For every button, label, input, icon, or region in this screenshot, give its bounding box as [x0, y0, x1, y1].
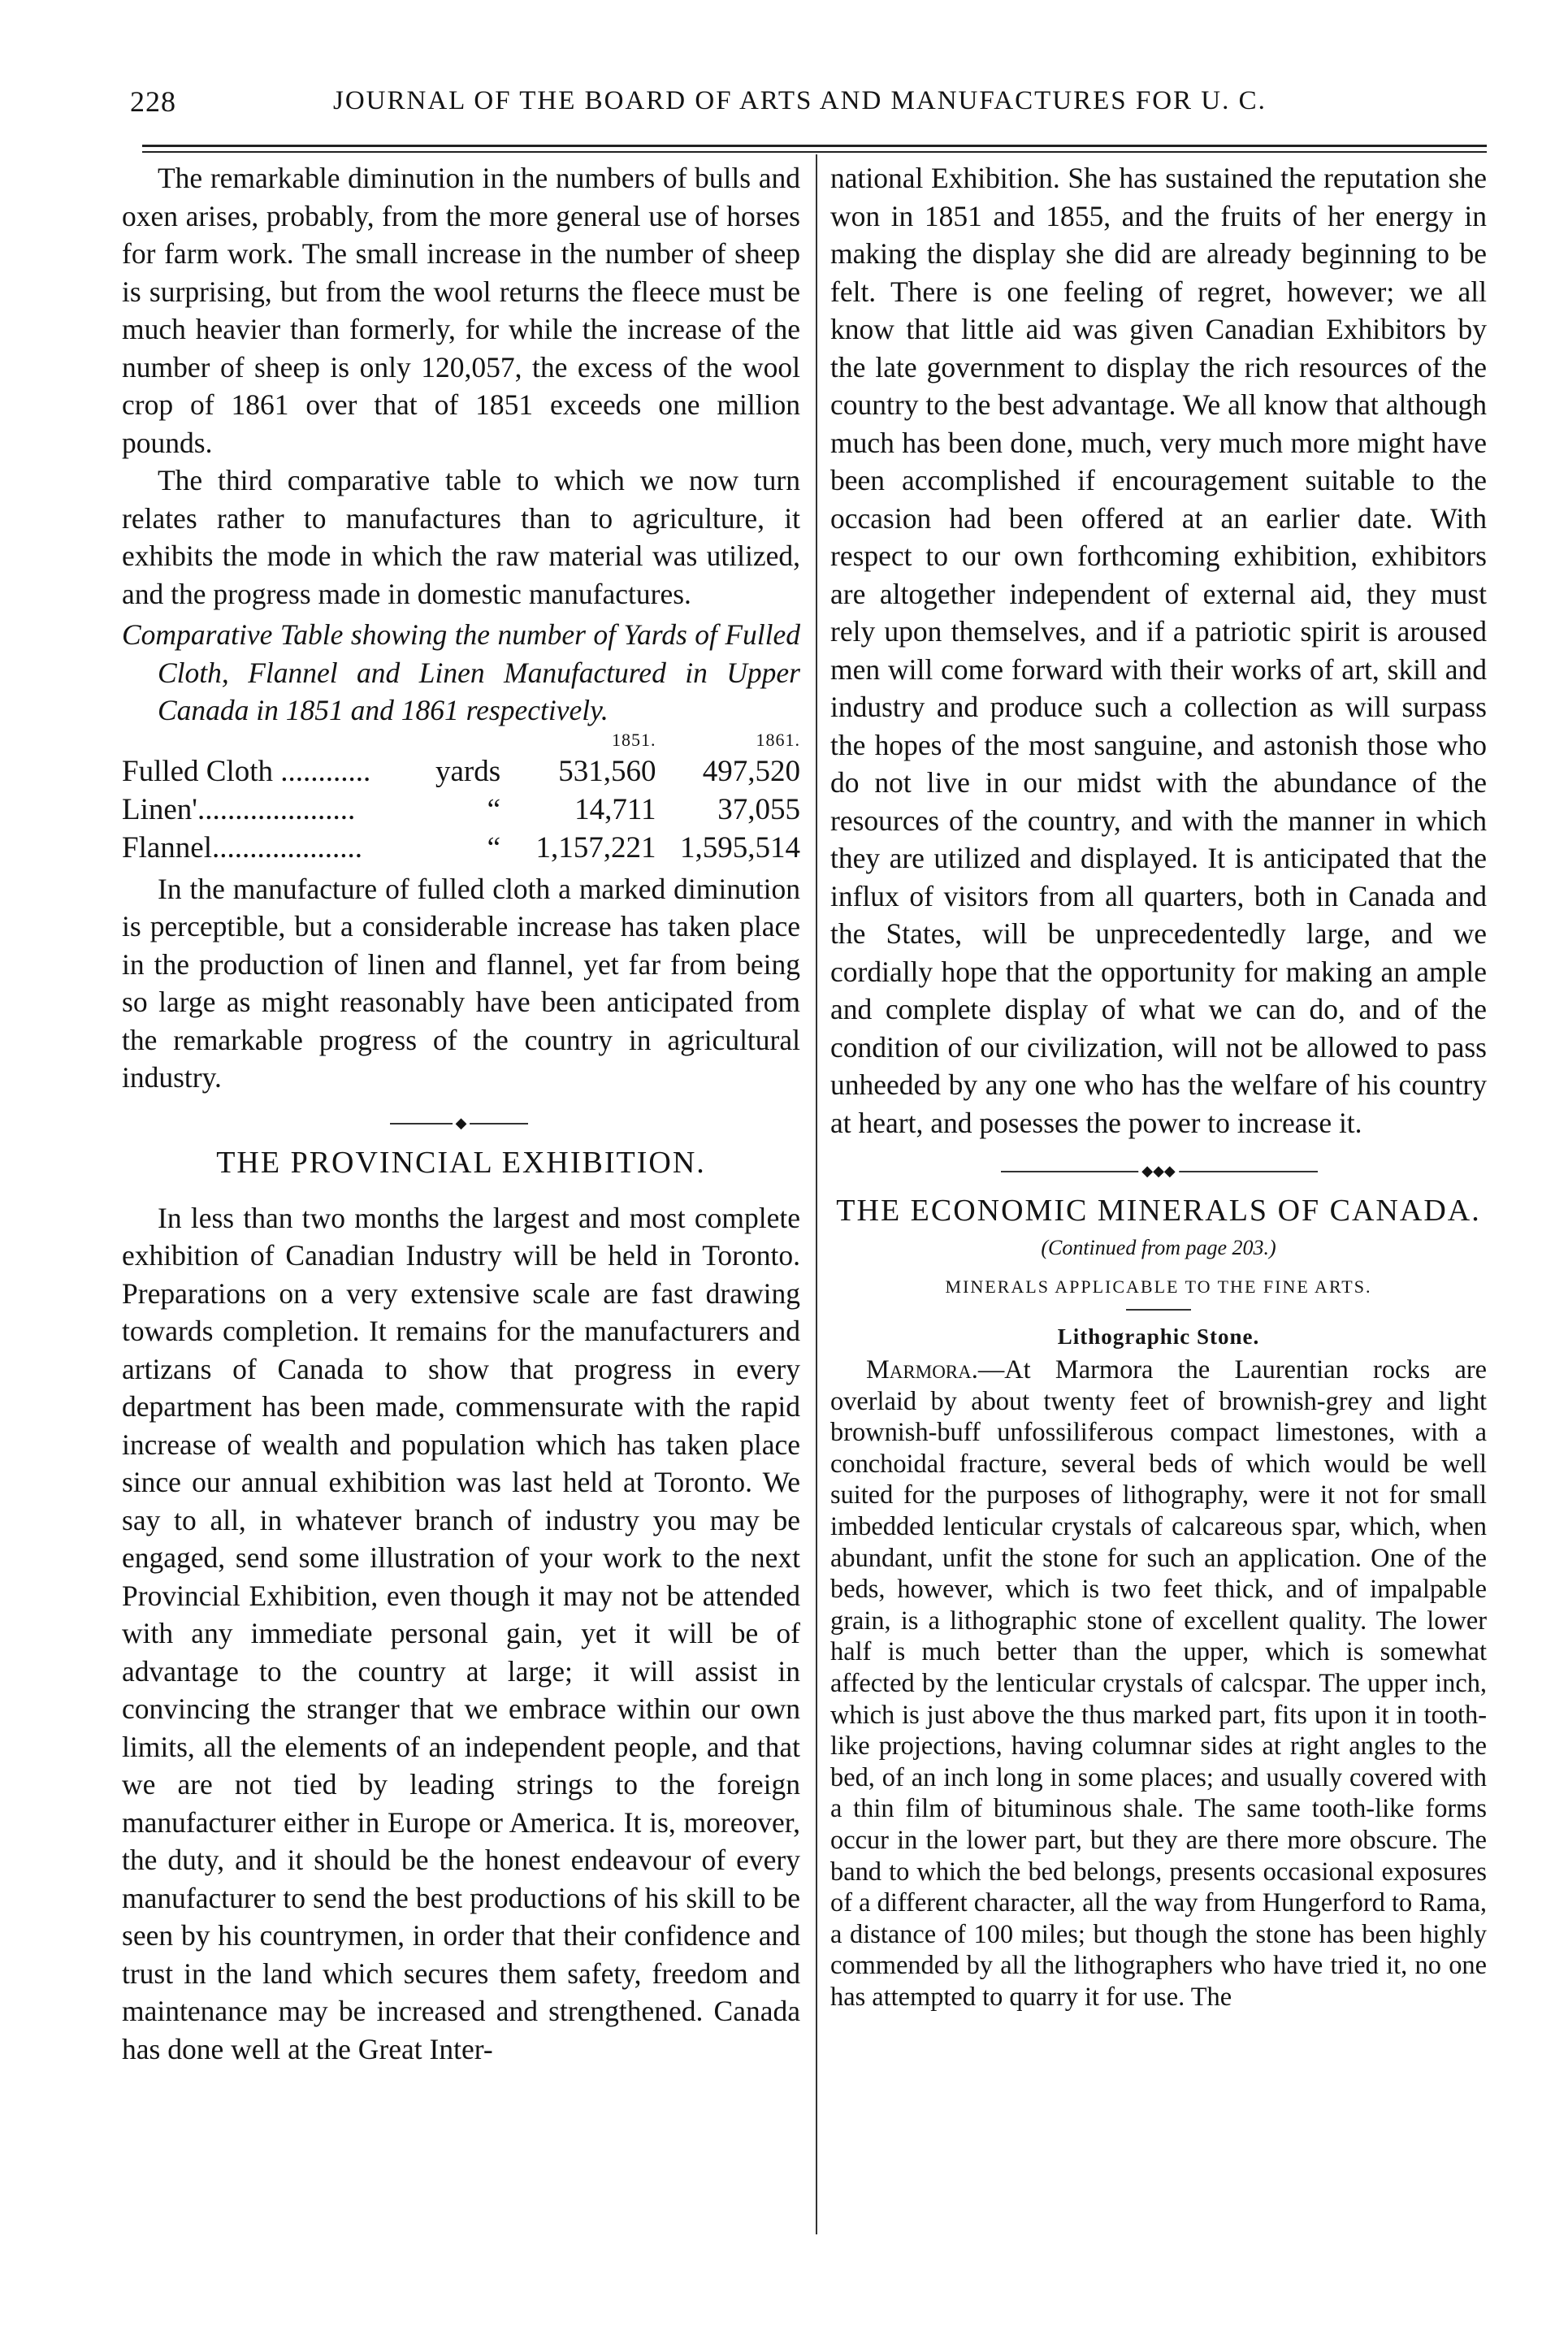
diamond-ornament-icon: ◆◆◆	[1138, 1163, 1179, 1179]
table-row	[122, 791, 800, 829]
row-item: Flannel....................	[122, 830, 362, 864]
minor-heading: Lithographic Stone.	[1057, 1324, 1260, 1349]
table-caption: Comparative Table showing the number of Yards of Fulled Cloth, Flannel and Linen Manufactured in Upper Canada in 1851 and 1861 respectively.	[122, 618, 800, 726]
table-row	[122, 829, 800, 867]
value-1861: 497,520	[702, 754, 800, 788]
value-1861: 1,595,514	[680, 830, 800, 864]
column-header-1861: 1861.	[756, 729, 800, 750]
row-unit: “	[487, 792, 501, 826]
section-ornament	[122, 1115, 800, 1131]
paragraph: In the manufacture of fulled cloth a marked diminution is perceptible, but a considerable increase has taken place in the production of linen and flannel, yet far from being so large as might reasonably have been anticipated from the remarkable progress of the country in agricultural industry.	[122, 872, 800, 1094]
column-divider	[816, 154, 817, 2234]
section-title: THE PROVINCIAL EXHIBITION.	[216, 1145, 706, 1180]
continued-note: (Continued from page 203.)	[1041, 1236, 1276, 1259]
row-item: Fulled Cloth ............	[122, 754, 371, 788]
right-column	[830, 159, 1487, 2013]
row-unit: yards	[435, 754, 501, 788]
comparative-table	[122, 728, 800, 867]
value-1851: 531,560	[558, 754, 656, 788]
table-row	[122, 752, 800, 791]
paragraph	[830, 1354, 1487, 2013]
header-rule	[142, 145, 1487, 147]
section-ornament	[830, 1163, 1487, 1179]
running-head: JOURNAL OF THE BOARD OF ARTS AND MANUFACTURES FOR U. C.	[333, 86, 1267, 115]
paragraph: The remarkable diminution in the numbers of bulls and oxen arises, probably, from the more general use of horses for farm work. The small increase in the number of sheep is surprising, but from the wool returns the fleece must be much heavier than formerly, for while the increase of the number of sheep is only 120,057, the excess of the wool crop of 1861 over that of 1851 exceeds one million pounds.	[122, 162, 800, 459]
column-header-1851: 1851.	[612, 729, 656, 750]
lead-in: Marmora.	[866, 1355, 978, 1384]
subsection-heading: MINERALS APPLICABLE TO THE FINE ARTS.	[945, 1276, 1372, 1297]
row-item: Linen'.....................	[122, 792, 356, 826]
table-header-row	[122, 728, 800, 752]
paragraph-body: —At Marmora the Laurentian rocks are overlaid by about twenty feet of brownish-grey and light brownish-buff unfossiliferous compact limestones, with a conchoidal fracture, several beds of which would be well suited for the purposes of lithography, were it not for small imbedded lenticular crystals of calcareous spar, which, when abundant, unfit the stone for such an application. One of the beds, however, which is two feet thick, and of impalpable grain, is a lithographic stone of excellent quality. The lower half is much better than the upper, which is somewhat affected by the lenticular crystals of calcspar. The upper inch, which is just above the thus marked part, fits upon it in tooth-like projections, having columnar sides at right angles to the bed, of an inch long in some places; and usually covered with a thin film of bituminous shale. The same tooth-like forms occur in the lower part, but they are there more obscure. The band to which the bed belongs, presents occasional exposures of a different character, all the way from Hungerford to Rama, a distance of 100 miles; but though the stone has been highly commended by all the lithographers who have tried it, no one has attempted to quarry it for use. The	[830, 1355, 1487, 2012]
page-number: 228	[130, 85, 176, 118]
short-rule	[1126, 1309, 1191, 1311]
paragraph: national Exhibition. She has sustained the reputation she won in 1851 and 1855, and the fruits of her energy in making the display she did are already beginning to be felt. There is one feeling of regret, however; we all know that little aid was given Canadian Exhibitors by the late government to display the rich resources of the country to the best advantage. We all know that although much has been done, much, very much more might have been accomplished if encouragement suitable to the occasion had been offered at an earlier date. With respect to our own forthcoming exhibition, exhibitors are altogether independent of external aid, they must rely upon themselves, and if a patriotic spirit is aroused men will come forward with their works of art, skill and industry and produce such a collection as will surpass the hopes of the most sanguine, and astonish those who do not live in our midst with the abundance of the resources of the country, and with the manner in which they are utilized and displayed. It is anticipated that the influx of visitors from all quarters, both in Canada and the States, will be unprecedentedly large, and we cordially hope that the opportunity for making an ample and complete display of what we can do, and of the condition of our civilization, will not be allowed to pass unheeded by any one who has the welfare of his country at heart, and posesses the power to increase it.	[830, 162, 1487, 1139]
page-header	[130, 84, 1487, 133]
value-1851: 14,711	[574, 792, 656, 826]
paragraph: In less than two months the largest and most complete exhibition of Canadian Industry will be held in Toronto. Preparations on a very extensive scale are fast drawing towards completion. It remains for the manufacturers and artizans of Canada to show that progress in every department has been made, commensurate with the rapid increase of wealth and population which has taken place since our annual exhibition was last held at Toronto. We say to all, in whatever branch of industry you may be engaged, send some illustration of your work to the next Provincial Exhibition, even though it may not be attended with any immediate personal gain, yet it will be of advantage to the country at large; it will assist in convincing the stranger that we embrace within our own limits, all the elements of an independent people, and that we are not tied by leading strings to the foreign manufacturer either in Europe or America. It is, moreover, the duty, and it should be the honest endeavour of every manufacturer to send the best productions of his skill to be seen by his countrymen, in order that their confidence and trust in the land which secures them safety, freedom and maintenance may be increased and strengthened. Canada has done well at the Great Inter-	[122, 1201, 800, 2065]
value-1851: 1,157,221	[535, 830, 656, 864]
paragraph: The third comparative table to which we now turn relates rather to manufactures than to agriculture, it exhibits the mode in which the raw material was utilized, and the progress made in domestic manufactures.	[122, 464, 800, 610]
header-rule-thin	[142, 151, 1487, 153]
row-unit: “	[487, 830, 501, 864]
left-column	[122, 159, 800, 2068]
diamond-ornament-icon: ◆	[453, 1115, 470, 1131]
section-title: THE ECONOMIC MINERALS OF CANADA.	[836, 1194, 1481, 1228]
value-1861: 37,055	[717, 792, 800, 826]
